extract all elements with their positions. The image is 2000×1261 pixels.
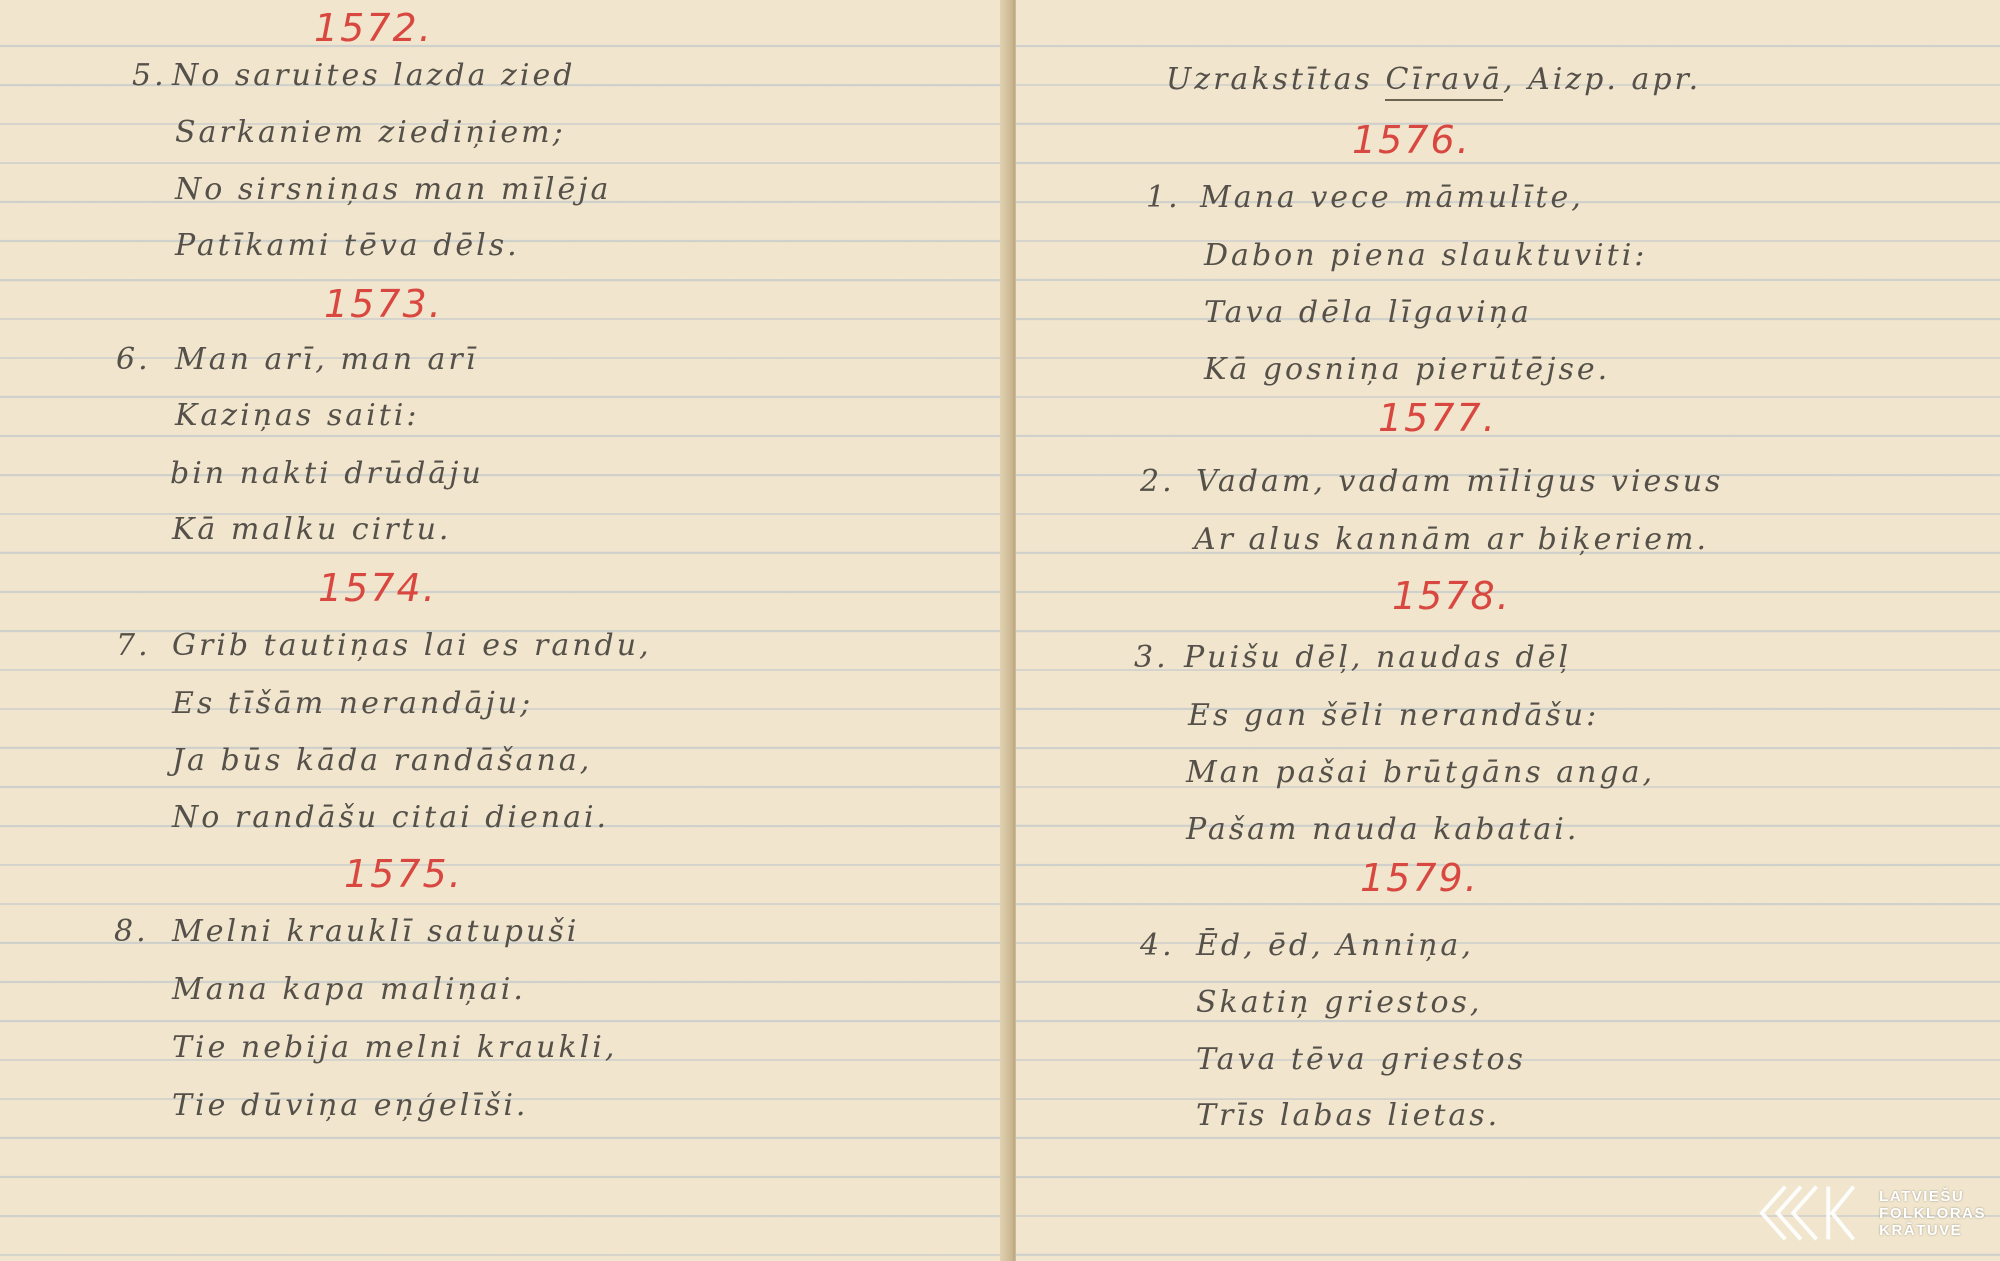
verse-line: Tie nebija melni kraukli, xyxy=(172,1030,618,1065)
entry-index: 4. xyxy=(1140,928,1175,963)
verse-line: Es tīšām nerandāju; xyxy=(172,686,534,721)
verse-line: Pašam nauda kabatai. xyxy=(1186,812,1580,847)
verse-line: Tava tēva griestos xyxy=(1196,1042,1526,1077)
verse-line: Grib tautiņas lai es randu, xyxy=(172,628,652,663)
verse-line: Ja būs kāda randāšana, xyxy=(172,743,593,778)
verse-line: No randāšu citai dienai. xyxy=(172,800,610,835)
heading-prefix: Uzrakstītas xyxy=(1166,62,1373,97)
entry-index: 2. xyxy=(1140,464,1175,499)
entry-number: 1577. xyxy=(1378,396,1497,440)
verse-line: Skatiņ griestos, xyxy=(1196,985,1483,1020)
entry-index: 5. xyxy=(132,58,167,93)
verse-line: Kā malku cirtu. xyxy=(172,512,452,547)
verse-line: Kaziņas saiti: xyxy=(175,398,420,433)
verse-line: Es gan šēli nerandāšu: xyxy=(1188,698,1600,733)
entry-index: 3. xyxy=(1134,640,1169,675)
entry-number: 1574. xyxy=(318,566,437,610)
verse-line: Puišu dēļ, naudas dēļ xyxy=(1184,640,1572,675)
verse-line: Mana kapa maliņai. xyxy=(172,972,526,1007)
verse-line: Patīkami tēva dēls. xyxy=(175,228,520,263)
verse-line: bin nakti drūdāju xyxy=(170,456,484,491)
entry-number: 1576. xyxy=(1352,118,1471,162)
archive-logo xyxy=(1756,1178,1986,1248)
heading-place: Cīravā xyxy=(1385,62,1503,101)
verse-line: No saruites lazda zied xyxy=(172,58,576,93)
verse-line: Kā gosniņa pierūtējse. xyxy=(1204,352,1611,387)
entry-number: 1575. xyxy=(344,852,463,896)
verse-line: Trīs labas lietas. xyxy=(1196,1098,1501,1133)
right-page xyxy=(1016,0,2000,1261)
lfk-logo-icon xyxy=(1756,1180,1871,1246)
logo-line: FOLKLORAS xyxy=(1879,1204,1986,1222)
verse-line: Mana vece māmulīte, xyxy=(1200,180,1584,215)
entry-number: 1579. xyxy=(1360,856,1479,900)
verse-line: Ar alus kannām ar biķeriem. xyxy=(1194,522,1710,557)
entry-number: 1573. xyxy=(324,282,443,326)
logo-line: LATVIEŠU xyxy=(1879,1187,1965,1205)
verse-line: Vadam, vadam mīligus viesus xyxy=(1196,464,1724,499)
logo-text xyxy=(1879,1188,1986,1239)
entry-number: 1578. xyxy=(1392,574,1511,618)
entry-index: 1. xyxy=(1146,180,1181,215)
verse-line: Man arī, man arī xyxy=(175,342,479,377)
logo-line: KRĀTUVE xyxy=(1879,1221,1963,1239)
verse-line: Tie dūviņa eņģelīši. xyxy=(172,1088,529,1123)
verse-line: Ēd, ēd, Anniņa, xyxy=(1196,928,1474,963)
entry-index: 7. xyxy=(116,628,151,663)
entry-index: 8. xyxy=(114,914,149,949)
verse-line: Sarkaniem ziediņiem; xyxy=(175,115,566,150)
verse-line: Tava dēla līgaviņa xyxy=(1204,295,1532,330)
entry-number: 1572. xyxy=(314,6,433,50)
verse-line: Dabon piena slauktuviti: xyxy=(1204,238,1648,273)
collection-heading xyxy=(1166,62,1701,97)
verse-line: No sirsniņas man mīlēja xyxy=(175,172,612,207)
verse-line: Melni krauklī satupuši xyxy=(172,914,580,949)
entry-index: 6. xyxy=(116,342,151,377)
heading-suffix: , Aizp. apr. xyxy=(1503,62,1702,97)
verse-line: Man pašai brūtgāns anga, xyxy=(1186,755,1656,790)
